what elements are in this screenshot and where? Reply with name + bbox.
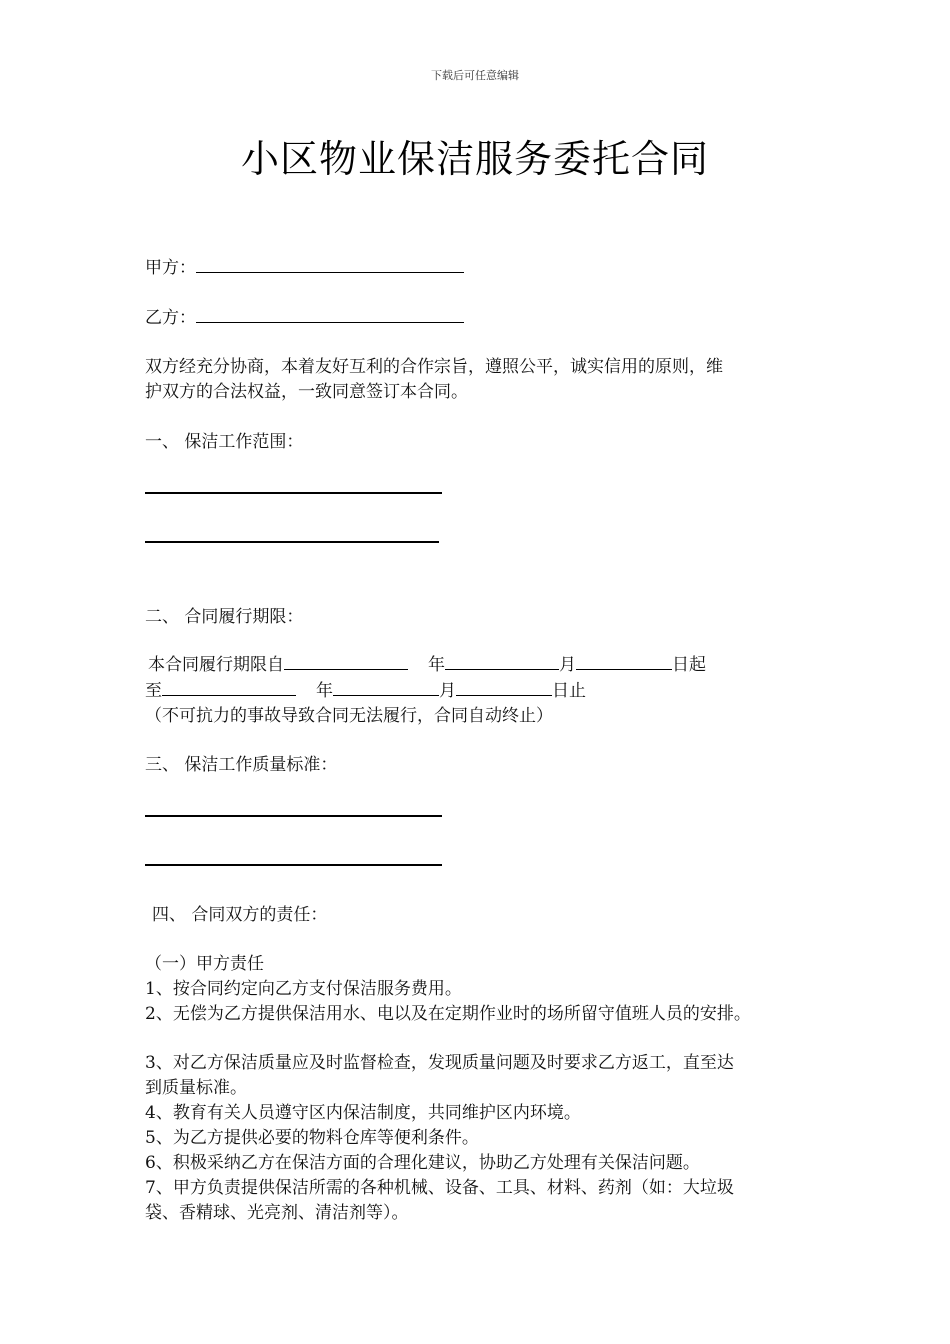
list-item: 袋、香精球、光亮剂、清洁剂等）。 [145, 1203, 409, 1223]
section-heading-2: 二、 合同履行期限： [145, 607, 304, 627]
intro-line-2: 护双方的合法权益，一致同意签订本合同。 [145, 382, 468, 402]
end-day-label: 日止 [552, 681, 586, 701]
list-item: 7、甲方负责提供保洁所需的各种机械、设备、工具、材料、药剂（如：大垃圾 [145, 1178, 734, 1198]
list-item: 5、为乙方提供必要的物料仓库等便利条件。 [145, 1128, 479, 1148]
term-note: （不可抗力的事故导致合同无法履行，合同自动终止） [145, 706, 553, 726]
document-title: 小区物业保洁服务委托合同 [240, 137, 709, 181]
scope-blank-2 [145, 541, 439, 543]
subsection-heading: （一）甲方责任 [145, 954, 264, 974]
term-start-label: 本合同履行期限自 [148, 655, 284, 675]
start-month-blank [445, 653, 559, 670]
start-day-blank [576, 653, 672, 670]
header-note: 下载后可任意编辑 [431, 69, 519, 82]
list-item: 1、按合同约定向乙方支付保洁服务费用。 [145, 979, 462, 999]
list-item: 2、无偿为乙方提供保洁用水、电以及在定期作业时的场所留守值班人员的安排。 [145, 1004, 751, 1024]
list-item: 到质量标准。 [145, 1078, 247, 1098]
term-end-label: 至 [145, 681, 162, 701]
list-item: 3、对乙方保洁质量应及时监督检查，发现质量问题及时要求乙方返工，直至达 [145, 1053, 734, 1073]
party-b-blank [196, 306, 464, 323]
list-item: 4、教育有关人员遵守区内保洁制度，共同维护区内环境。 [145, 1103, 581, 1123]
term-line-1 [148, 650, 706, 675]
end-year-blank [162, 679, 296, 696]
party-b-line [145, 303, 464, 328]
start-year-blank [284, 653, 408, 670]
end-day-blank [456, 679, 552, 696]
intro-line-1: 双方经充分协商，本着友好互利的合作宗旨，遵照公平，诚实信用的原则，维 [145, 357, 723, 377]
start-day-label: 日起 [672, 655, 706, 675]
quality-blank-1 [145, 815, 442, 817]
end-year-label: 年 [316, 681, 333, 701]
start-year-label: 年 [428, 655, 445, 675]
party-a-blank [196, 256, 464, 273]
scope-blank-1 [145, 492, 442, 494]
party-a-label: 甲方： [145, 258, 196, 278]
term-line-2 [145, 676, 586, 701]
section-heading-4: 四、 合同双方的责任： [152, 905, 328, 925]
section-heading-3: 三、 保洁工作质量标准： [145, 755, 338, 775]
start-month-label: 月 [559, 655, 576, 675]
end-month-blank [333, 679, 439, 696]
section-heading-1: 一、 保洁工作范围： [145, 432, 304, 452]
party-a-line [145, 253, 464, 278]
party-b-label: 乙方： [145, 308, 196, 328]
quality-blank-2 [145, 864, 442, 866]
list-item: 6、积极采纳乙方在保洁方面的合理化建议，协助乙方处理有关保洁问题。 [145, 1153, 700, 1173]
end-month-label: 月 [439, 681, 456, 701]
